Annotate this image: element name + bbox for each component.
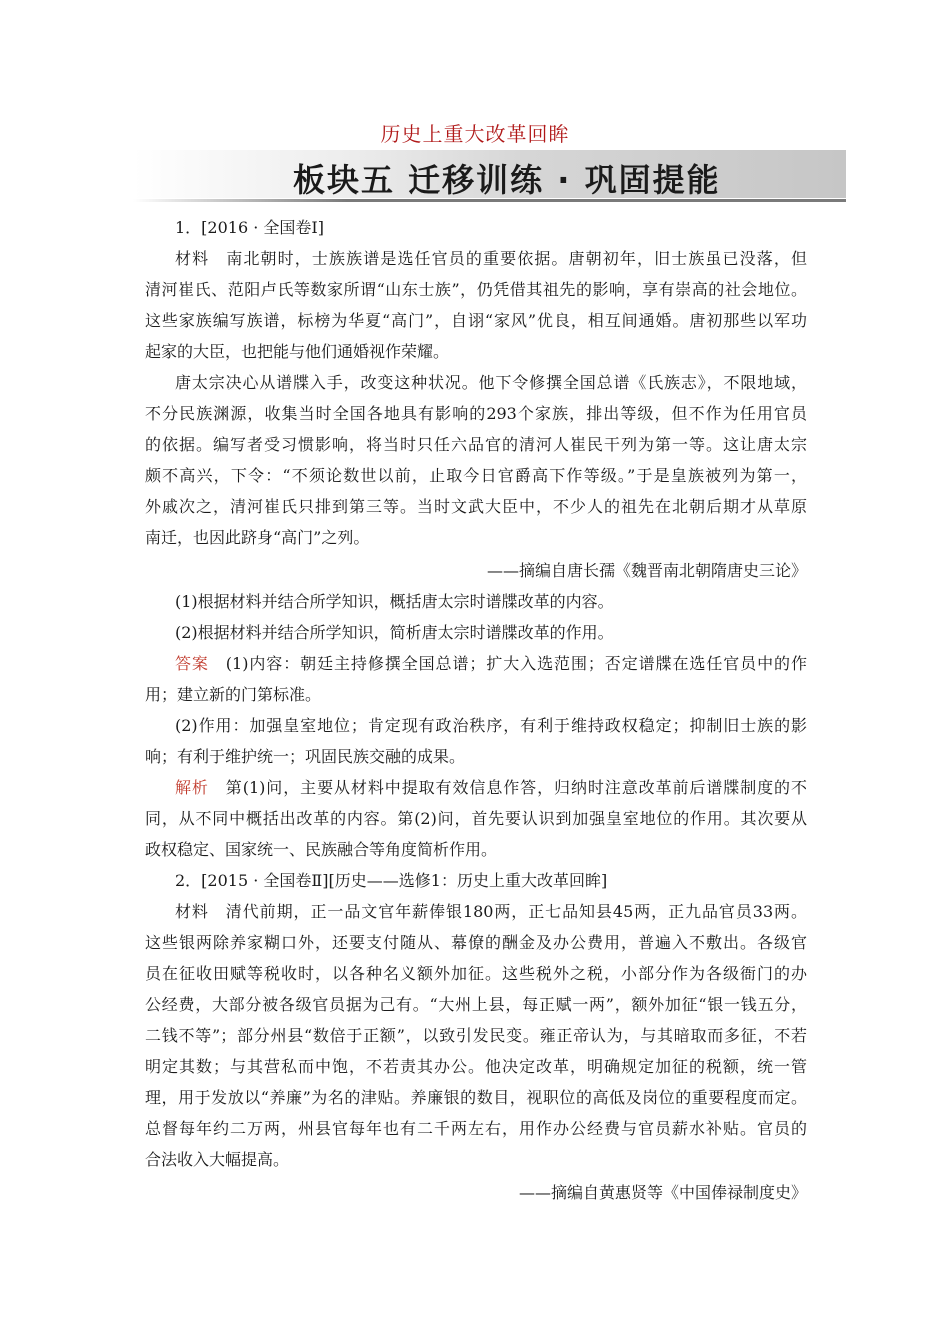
q1-material-para2	[145, 367, 807, 553]
analysis-label: 解析	[175, 778, 209, 797]
q2-material-line: 这些银两除养家糊口外，还要支付随从、幕僚的酬金及办公费用，普遍入不敷出。各级官	[145, 933, 807, 952]
q1-answer-line	[145, 648, 807, 679]
q2-material	[145, 896, 807, 1175]
q1-analysis	[145, 772, 807, 865]
q1-answer-line: 用；建立新的门第标准。	[145, 685, 322, 704]
q1-para2-line: 不分民族渊源，收集当时全国各地具有影响的293个家族，排出等级，但不作为任用官员	[145, 404, 807, 423]
analysis-text: 第(1)问，主要从材料中提取有效信息作答，归纳时注意改革前后谱牒制度的不	[225, 778, 807, 797]
q1-material-line: 材料 南北朝时，士族族谱是选任官员的重要依据。唐朝初年，旧士族虽已没落，但	[175, 249, 807, 268]
answer-label: 答案	[175, 654, 209, 673]
q2-label: 2．[2015 · 全国卷Ⅱ][历史——选修1：历史上重大改革回眸]	[175, 871, 608, 890]
q1-para2-line: 的依据。编写者受习惯影响，将当时只任六品官的清河人崔民干列为第一等。这让唐太宗	[145, 435, 807, 454]
q1-analysis-line	[145, 772, 807, 803]
q1-question-2: (2)根据材料并结合所学知识，简析唐太宗时谱牒改革的作用。	[175, 623, 614, 642]
document-body	[145, 212, 807, 1208]
q2-material-line: 合法收入大幅提高。	[145, 1150, 290, 1169]
q1-material-line: 清河崔氏、范阳卢氏等数家所谓“山东士族”，仍凭借其祖先的影响，享有崇高的社会地位。	[145, 280, 807, 299]
q1-material-line: 起家的大臣，也把能与他们通婚视作荣耀。	[145, 342, 450, 361]
q2-material-line: 理，用于发放以“养廉”为名的津贴。养廉银的数目，视职位的高低及岗位的重要程度而定。	[145, 1088, 807, 1107]
q1-para2-line: 颇不高兴，下令：“不须论数世以前，止取今日官爵高下作等级。”于是皇族被列为第一，	[145, 466, 807, 485]
header-title: 历史上重大改革回眸	[380, 122, 570, 146]
q1-analysis-line: 政权稳定、国家统一、民族融合等角度简析作用。	[145, 840, 498, 859]
banner-title: 板块五 迁移训练 · 巩固提能	[293, 161, 721, 199]
q1-para2-line: 南迁，也因此跻身“高门”之列。	[145, 528, 370, 547]
q2-material-line: 员在征收田赋等税收时，以各种名义额外加征。这些税外之税，小部分作为各级衙门的办	[145, 964, 807, 983]
q1-para2-line: 唐太宗决心从谱牒入手，改变这种状况。他下令修撰全国总谱《氏族志》，不限地域，	[175, 373, 807, 392]
q2-material-line: 总督每年约二万两，州县官每年也有二千两左右，用作办公经费与官员薪水补贴。官员的	[145, 1119, 807, 1138]
q2-material-line: 材料 清代前期，正一品文官年薪俸银180两，正七品知县45两，正九品官员33两。	[175, 902, 807, 921]
q1-para2-line: 外戚次之，清河崔氏只排到第三等。当时文武大臣中，不少人的祖先在北朝后期才从草原	[145, 497, 807, 516]
q1-answer	[145, 648, 807, 772]
q1-label: 1．[2016 · 全国卷Ⅰ]	[175, 218, 324, 237]
section-banner	[133, 150, 846, 204]
q1-answer-line: 响；有利于维护统一；巩固民族交融的成果。	[145, 747, 466, 766]
q2-material-line: 公经费，大部分被各级官员据为己有。“大州上县，每正赋一两”，额外加征“银一钱五分，	[145, 995, 807, 1014]
q2-source: ——摘编自黄惠贤等《中国俸禄制度史》	[518, 1183, 807, 1202]
q1-question-1: (1)根据材料并结合所学知识，概括唐太宗时谱牒改革的内容。	[175, 592, 614, 611]
q1-source: ——摘编自唐长孺《魏晋南北朝隋唐史三论》	[486, 561, 807, 580]
q2-material-line: 明定其数；与其营私而中饱，不若责其办公。他决定改革，明确规定加征的税额，统一管	[145, 1057, 807, 1076]
q1-material	[145, 243, 807, 367]
q2-material-line: 二钱不等”；部分州县“数倍于正额”，以致引发民变。雍正帝认为，与其暗取而多征，不若	[145, 1026, 807, 1045]
q1-analysis-line: 同，从不同中概括出改革的内容。第(2)问，首先要认识到加强皇室地位的作用。其次要从	[145, 809, 807, 828]
answer-text: (1)内容：朝廷主持修撰全国总谱；扩大入选范围；否定谱牒在选任官员中的作	[225, 654, 807, 673]
q1-material-line: 这些家族编写族谱，标榜为华夏“高门”，自诩“家风”优良，相互间通婚。唐初那些以军功	[145, 311, 807, 330]
q1-answer-line: (2)作用：加强皇室地位；肯定现有政治秩序，有利于维持政权稳定；抑制旧士族的影	[175, 716, 807, 735]
